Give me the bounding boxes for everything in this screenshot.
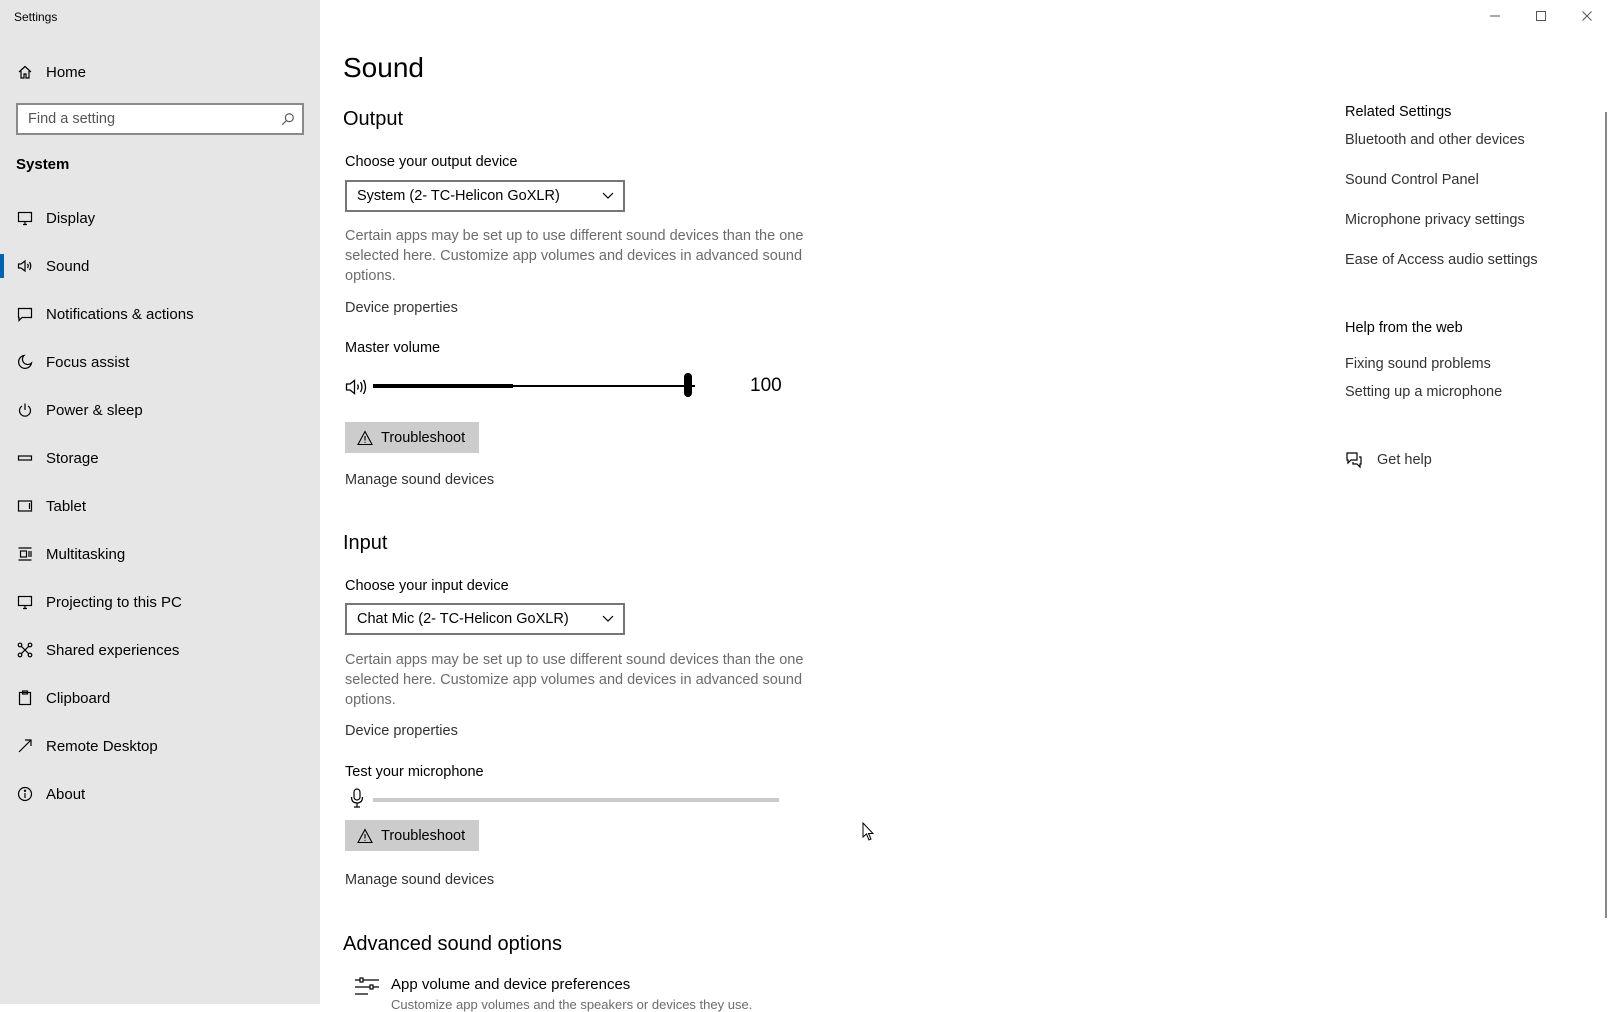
sidebar-item-label: Display [46, 209, 96, 227]
chevron-down-icon [593, 615, 623, 623]
ease-of-access-audio-link[interactable]: Ease of Access audio settings [1345, 252, 1538, 268]
input-device-value: Chat Mic (2- TC-Helicon GoXLR) [357, 611, 569, 627]
output-heading: Output [343, 108, 404, 130]
test-microphone-label: Test your microphone [345, 764, 484, 780]
mouse-cursor-icon [862, 822, 876, 842]
sidebar-item-label: About [46, 785, 86, 803]
sidebar-item-label: Notifications & actions [46, 305, 194, 323]
master-volume-label: Master volume [345, 340, 441, 356]
sidebar-item-label: Sound [46, 257, 90, 275]
bluetooth-devices-link[interactable]: Bluetooth and other devices [1345, 132, 1525, 148]
info-icon [16, 785, 34, 803]
output-device-label: Choose your output device [345, 154, 518, 170]
search-placeholder: Find a setting [28, 111, 116, 127]
sidebar-item-label: Remote Desktop [46, 737, 158, 755]
sidebar-home[interactable] [0, 58, 320, 86]
multitasking-icon [16, 545, 34, 563]
storage-icon [16, 449, 34, 467]
volume-slider-thumb[interactable] [684, 373, 692, 397]
related-settings-heading: Related Settings [1345, 104, 1452, 120]
sound-control-panel-link[interactable]: Sound Control Panel [1345, 172, 1479, 188]
volume-value: 100 [750, 375, 782, 396]
main-content [320, 0, 1610, 1012]
sidebar-item-label: Shared experiences [46, 641, 180, 659]
sidebar-item-label: Projecting to this PC [46, 593, 182, 611]
output-description: Certain apps may be set up to use different sound devices than the one selected here. Customize app volumes and devices in advanced sound options. [345, 228, 804, 284]
troubleshoot-label: Troubleshoot [381, 429, 466, 446]
sidebar-item-tablet[interactable] [0, 486, 320, 526]
shared-icon [16, 641, 34, 659]
input-device-dropdown[interactable] [345, 603, 625, 635]
sidebar-item-remote-desktop[interactable] [0, 726, 320, 766]
sidebar-item-label: Tablet [46, 497, 87, 515]
help-from-web-heading: Help from the web [1345, 320, 1463, 336]
app-volume-title[interactable]: App volume and device preferences [391, 976, 631, 993]
sidebar-item-power-sleep[interactable] [0, 390, 320, 430]
projecting-icon [16, 593, 34, 611]
sidebar-item-label: Storage [46, 449, 99, 467]
app-volume-desc: Customize app volumes and the speakers or devices they use. [391, 997, 753, 1012]
setting-up-microphone-link[interactable]: Setting up a microphone [1345, 384, 1503, 400]
input-description: Certain apps may be set up to use different sound devices than the one selected here. Customize app volumes and devices in advanced sound options. [345, 652, 804, 708]
troubleshoot-label: Troubleshoot [381, 827, 466, 844]
input-device-properties-link[interactable]: Device properties [345, 723, 458, 739]
notification-icon [16, 305, 34, 323]
sidebar-item-notifications[interactable] [0, 294, 320, 334]
microphone-level-bar [373, 798, 779, 802]
section-system: System [16, 156, 70, 173]
app-title: Settings [14, 10, 58, 24]
get-help-link[interactable]: Get help [1377, 452, 1432, 468]
home-label: Home [46, 63, 87, 81]
sidebar-item-projecting[interactable] [0, 582, 320, 622]
output-device-properties-link[interactable]: Device properties [345, 300, 458, 316]
get-help-icon [1345, 451, 1363, 469]
fixing-sound-problems-link[interactable]: Fixing sound problems [1345, 356, 1491, 372]
monitor-icon [16, 209, 34, 227]
chevron-down-icon [593, 192, 623, 200]
advanced-heading: Advanced sound options [343, 933, 563, 955]
input-manage-devices-link[interactable]: Manage sound devices [345, 872, 495, 888]
volume-speaker-icon[interactable] [345, 378, 367, 398]
warning-icon [357, 430, 373, 446]
input-troubleshoot-button[interactable] [345, 820, 479, 851]
input-heading: Input [343, 532, 388, 554]
sidebar-item-label: Focus assist [46, 353, 130, 371]
sidebar-item-display[interactable] [0, 198, 320, 238]
sidebar-item-label: Multitasking [46, 545, 126, 563]
sidebar-item-storage[interactable] [0, 438, 320, 478]
moon-icon [16, 353, 34, 371]
scrollbar[interactable] [1605, 112, 1607, 918]
sidebar-item-focus-assist[interactable] [0, 342, 320, 382]
sidebar-item-about[interactable] [0, 774, 320, 814]
output-manage-devices-link[interactable]: Manage sound devices [345, 472, 495, 488]
sidebar-item-shared-experiences[interactable] [0, 630, 320, 670]
sidebar-item-multitasking[interactable] [0, 534, 320, 574]
page-title: Sound [343, 52, 424, 83]
sidebar-item-label: Power & sleep [46, 401, 143, 419]
output-troubleshoot-button[interactable] [345, 422, 479, 453]
microphone-icon [350, 788, 366, 810]
microphone-privacy-link[interactable]: Microphone privacy settings [1345, 212, 1525, 228]
sidebar-item-label: Clipboard [46, 689, 111, 707]
tablet-icon [16, 497, 34, 515]
search-input[interactable] [16, 103, 304, 135]
power-icon [16, 401, 34, 419]
home-icon [16, 63, 34, 81]
volume-slider-fill [373, 384, 513, 388]
input-device-label: Choose your input device [345, 578, 509, 594]
search-icon[interactable] [274, 112, 302, 126]
speaker-icon [16, 257, 34, 275]
output-device-value: System (2- TC-Helicon GoXLR) [357, 188, 560, 204]
sidebar-item-clipboard[interactable] [0, 678, 320, 718]
clipboard-icon [16, 689, 34, 707]
remote-desktop-icon [16, 737, 34, 755]
sidebar [0, 0, 320, 1004]
output-device-dropdown[interactable] [345, 180, 625, 212]
sidebar-item-sound[interactable] [0, 246, 320, 286]
warning-icon [357, 828, 373, 844]
app-volume-icon[interactable] [354, 976, 380, 1000]
